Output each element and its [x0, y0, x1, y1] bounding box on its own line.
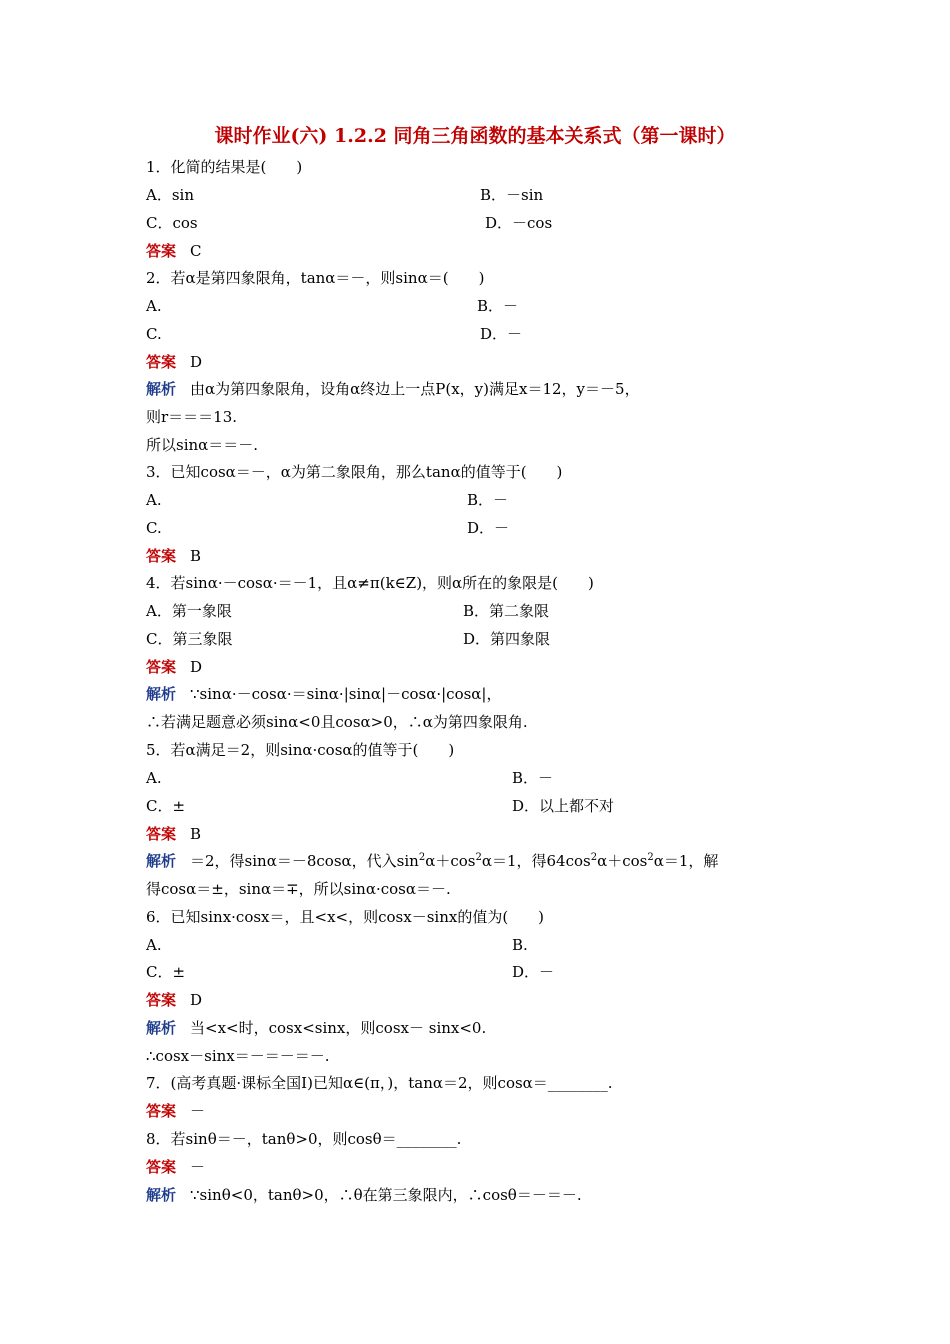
question-1-option-b: B．－sin: [480, 186, 544, 204]
question-6-option-b: B.: [512, 936, 528, 954]
explanation-text: α＝1，得64cos: [481, 852, 591, 870]
explanation-text: 当<x<时，cosx<sinx，则cosx－ sinx<0.: [190, 1019, 487, 1037]
question-3-option-c: C.: [146, 519, 162, 537]
question-3-stem: 3．已知cosα＝－，α为第二象限角，那么tanα的值等于( ): [146, 463, 563, 481]
question-5-option-a: A.: [146, 769, 162, 787]
explanation-text: α＝1，解: [653, 852, 719, 870]
question-6-explanation-line-1: [146, 1018, 486, 1038]
question-2-option-c: C.: [146, 325, 162, 343]
question-2-explanation-line-3: 所以sinα＝＝－.: [146, 436, 259, 454]
question-5-option-b: B．－: [512, 769, 554, 787]
question-4-stem: 4．若sinα·－cosα·＝－1，且α≠π(k∈Z)，则α所在的象限是( ): [146, 574, 594, 592]
question-3-option-a: A.: [146, 491, 162, 509]
superscript: 2: [647, 852, 654, 863]
question-4-option-a: A．第一象限: [146, 602, 232, 620]
explanation-label: 解析: [146, 1186, 177, 1204]
answer-value: D: [190, 353, 203, 371]
answer-value: －: [190, 1158, 206, 1176]
question-5-stem: 5．若α满足＝2，则sinα·cosα的值等于( ): [146, 741, 455, 759]
superscript: 2: [590, 852, 598, 863]
question-5-explanation-line-1: [146, 851, 718, 871]
question-5-option-d: D．以上都不对: [512, 797, 615, 815]
explanation-label: 解析: [146, 852, 177, 870]
explanation-label: 解析: [146, 380, 177, 398]
question-4-option-c: C．第三象限: [146, 630, 233, 648]
question-1-answer: [146, 241, 202, 261]
answer-value: D: [190, 658, 203, 676]
question-6-option-c: C．±: [146, 963, 186, 981]
explanation-text: α＋cos: [597, 852, 648, 870]
answer-value: C: [190, 242, 202, 260]
question-2-option-a: A.: [146, 297, 162, 315]
question-2-answer: [146, 352, 202, 372]
question-4-explanation-line-2: ∴若满足题意必须sinα<0且cosα>0，∴α为第四象限角.: [146, 713, 528, 731]
question-2-explanation-line-1: [146, 379, 640, 399]
answer-label: 答案: [146, 991, 177, 1009]
explanation-label: 解析: [146, 1019, 177, 1037]
question-5-explanation-line-2: 得cosα＝±，sinα＝∓，所以sinα·cosα＝－.: [146, 880, 451, 898]
question-1-option-c: C．cos: [146, 214, 198, 232]
explanation-text: ∵sinα·－cosα·＝sinα·|sinα|－cosα·|cosα|，: [190, 685, 502, 703]
question-1-stem: 1．化简的结果是( ): [146, 158, 303, 176]
answer-label: 答案: [146, 1158, 177, 1176]
question-7-answer: [146, 1101, 205, 1121]
answer-label: 答案: [146, 1102, 177, 1120]
answer-label: 答案: [146, 658, 177, 676]
question-4-option-d: D．第四象限: [463, 630, 551, 648]
question-3-option-b: B．－: [467, 491, 509, 509]
question-6-stem: 6．已知sinx·cosx＝，且<x<，则cosx－sinx的值为( ): [146, 908, 545, 926]
question-8-answer: [146, 1157, 205, 1177]
question-2-explanation-line-2: 则r＝＝＝13.: [146, 408, 238, 426]
answer-value: －: [190, 1102, 206, 1120]
answer-label: 答案: [146, 242, 177, 260]
explanation-text: ＝2，得sinα＝－8cosα，代入sin: [190, 852, 419, 870]
question-2-option-d: D．－: [480, 325, 523, 343]
question-6-option-d: D．－: [512, 963, 555, 981]
question-7-stem: 7．(高考真题·课标全国Ⅰ)已知α∈(π，)，tanα＝2，则cosα＝________.: [146, 1074, 613, 1092]
page-title: 课时作业(六) 1.2.2 同角三角函数的基本关系式（第一课时）: [214, 125, 736, 147]
answer-value: B: [190, 825, 202, 843]
question-6-explanation-line-2: ∴cosx－sinx＝－＝－＝－.: [146, 1047, 330, 1065]
question-6-option-a: A.: [146, 936, 162, 954]
explanation-label: 解析: [146, 685, 177, 703]
question-5-option-c: C．±: [146, 797, 186, 815]
question-2-stem: 2．若α是第四象限角，tanα＝－，则sinα＝( ): [146, 269, 485, 287]
question-4-explanation-line-1: [146, 684, 501, 704]
question-5-answer: [146, 824, 201, 844]
question-3-answer: [146, 546, 201, 566]
superscript: 2: [475, 852, 482, 863]
question-1-option-a: A．sin: [146, 186, 194, 204]
question-6-answer: [146, 990, 202, 1010]
question-3-option-d: D．－: [467, 519, 510, 537]
answer-value: D: [190, 991, 203, 1009]
answer-label: 答案: [146, 825, 177, 843]
explanation-text: 由α为第四象限角，设角α终边上一点P(x，y)满足x＝12，y＝－5，: [190, 380, 640, 398]
question-8-explanation-line-1: [146, 1185, 582, 1205]
question-4-answer: [146, 657, 202, 677]
question-2-option-b: B．－: [477, 297, 519, 315]
answer-value: B: [190, 547, 202, 565]
question-8-stem: 8．若sinθ＝－，tanθ>0，则cosθ＝________.: [146, 1130, 462, 1148]
question-4-option-b: B．第二象限: [463, 602, 550, 620]
answer-label: 答案: [146, 547, 177, 565]
answer-label: 答案: [146, 353, 177, 371]
superscript: 2: [418, 852, 426, 863]
question-1-option-d: D．－cos: [485, 214, 553, 232]
explanation-text: α＋cos: [425, 852, 476, 870]
explanation-text: ∵sinθ<0，tanθ>0，∴θ在第三象限内，∴cosθ＝－＝－.: [190, 1186, 582, 1204]
